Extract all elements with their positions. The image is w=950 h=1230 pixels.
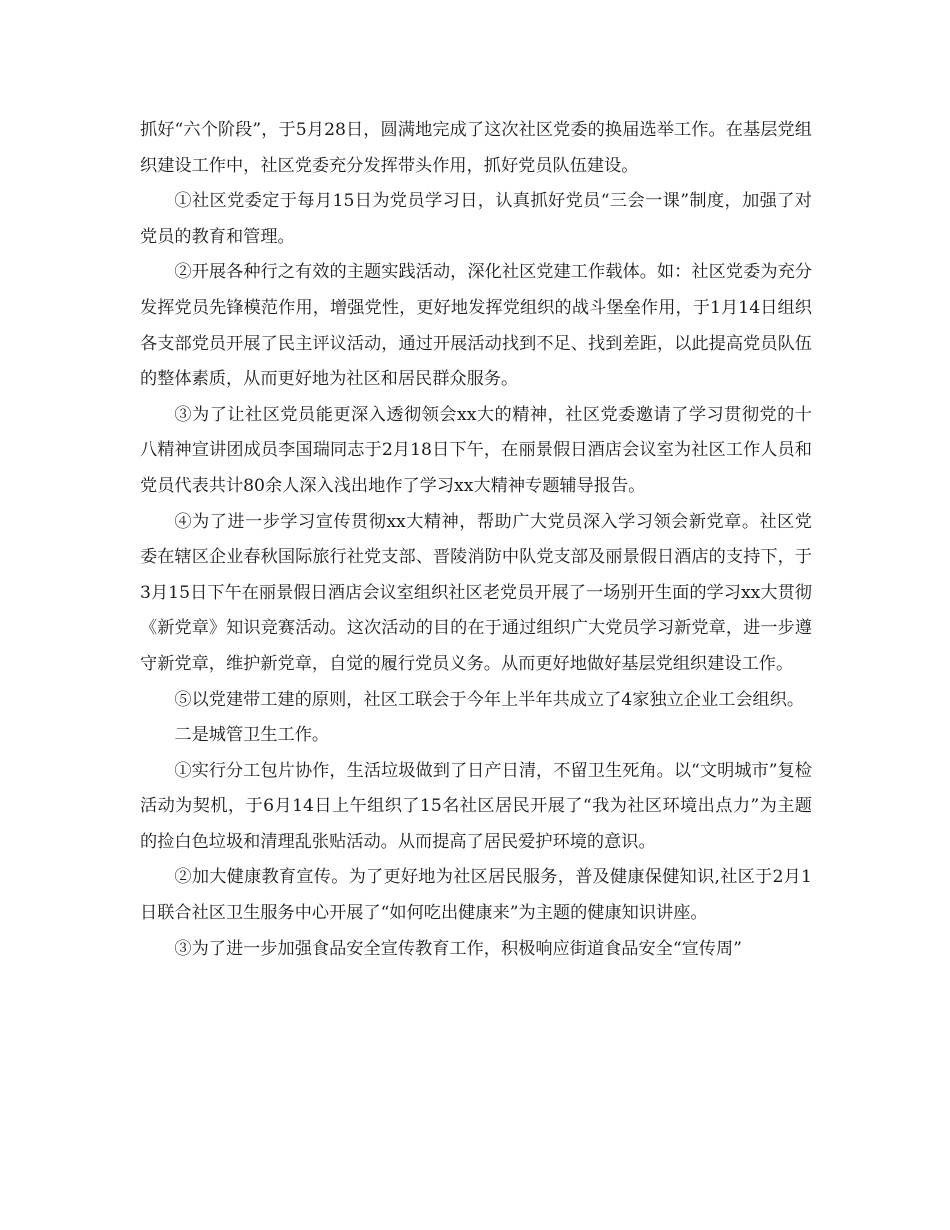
paragraph-4: ③为了让社区党员能更深入透彻领会xx大的精神，社区党委邀请了学习贯彻党的十八精神宣讲团成员李国瑞同志于2月18日下午，在丽景假日酒店会议室为社区工作人员和党员代表共计80余人深入浅出地作了学习xx大精神专题辅导报告。 xyxy=(140,404,812,496)
section-heading-sanitation: 二是城管卫生工作。 xyxy=(174,725,330,746)
paragraph-9: ③为了进一步加强食品安全宣传教育工作，积极响应街道食品安全“宣传周” xyxy=(174,938,742,959)
paragraph-5: ④为了进一步学习宣传贯彻xx大精神，帮助广大党员深入学习领会新党章。社区党委在辖区企业春秋国际旅行社党支部、晋陵消防中队党支部及丽景假日酒店的支持下，于3月15日下午在丽景假日酒店会议室组织社区老党员开展了一场别开生面的学习xx大贯彻《新党章》知识竞赛活动。这次活动的目的在于通过组织广大党员学习新党章，进一步遵守新党章，维护新党章，自觉的履行党员义务。从而更好地做好基层党组织建设工作。 xyxy=(140,511,812,674)
paragraph-6: ⑤以党建带工建的原则，社区工联会于今年上半年共成立了4家独立企业工会组织。 xyxy=(174,689,805,710)
paragraph-7: ①实行分工包片协作，生活垃圾做到了日产日清，不留卫生死角。以“文明城市”复检活动为契机，于6月14日上午组织了15名社区居民开展了“我为社区环境出点力”为主题的捡白色垃圾和清理乱张贴活动。从而提高了居民爱护环境的意识。 xyxy=(140,760,812,852)
paragraph-8: ②加大健康教育宣传。为了更好地为社区居民服务，普及健康保健知识,社区于2月1日联合社区卫生服务中心开展了“如何吃出健康来”为主题的健康知识讲座。 xyxy=(140,867,812,924)
paragraph-2: ①社区党委定于每月15日为党员学习日，认真抓好党员“三会一课”制度，加强了对党员的教育和管理。 xyxy=(140,191,812,247)
paragraph-3: ②开展各种行之有效的主题实践活动，深化社区党建工作载体。如：社区党委为充分发挥党员先锋模范作用，增强党性，更好地发挥党组织的战斗堡垒作用，于1月14日组织各支部党员开展了民主评议活动，通过开展活动找到不足、找到差距，以此提高党员队伍的整体素质，从而更好地为社区和居民群众服务。 xyxy=(140,262,812,390)
document-body xyxy=(140,113,812,967)
paragraph-1: 抓好“六个阶段”，于5月28日，圆满地完成了这次社区党委的换届选举工作。在基层党组织建设工作中，社区党委充分发挥带头作用，抓好党员队伍建设。 xyxy=(140,120,812,176)
